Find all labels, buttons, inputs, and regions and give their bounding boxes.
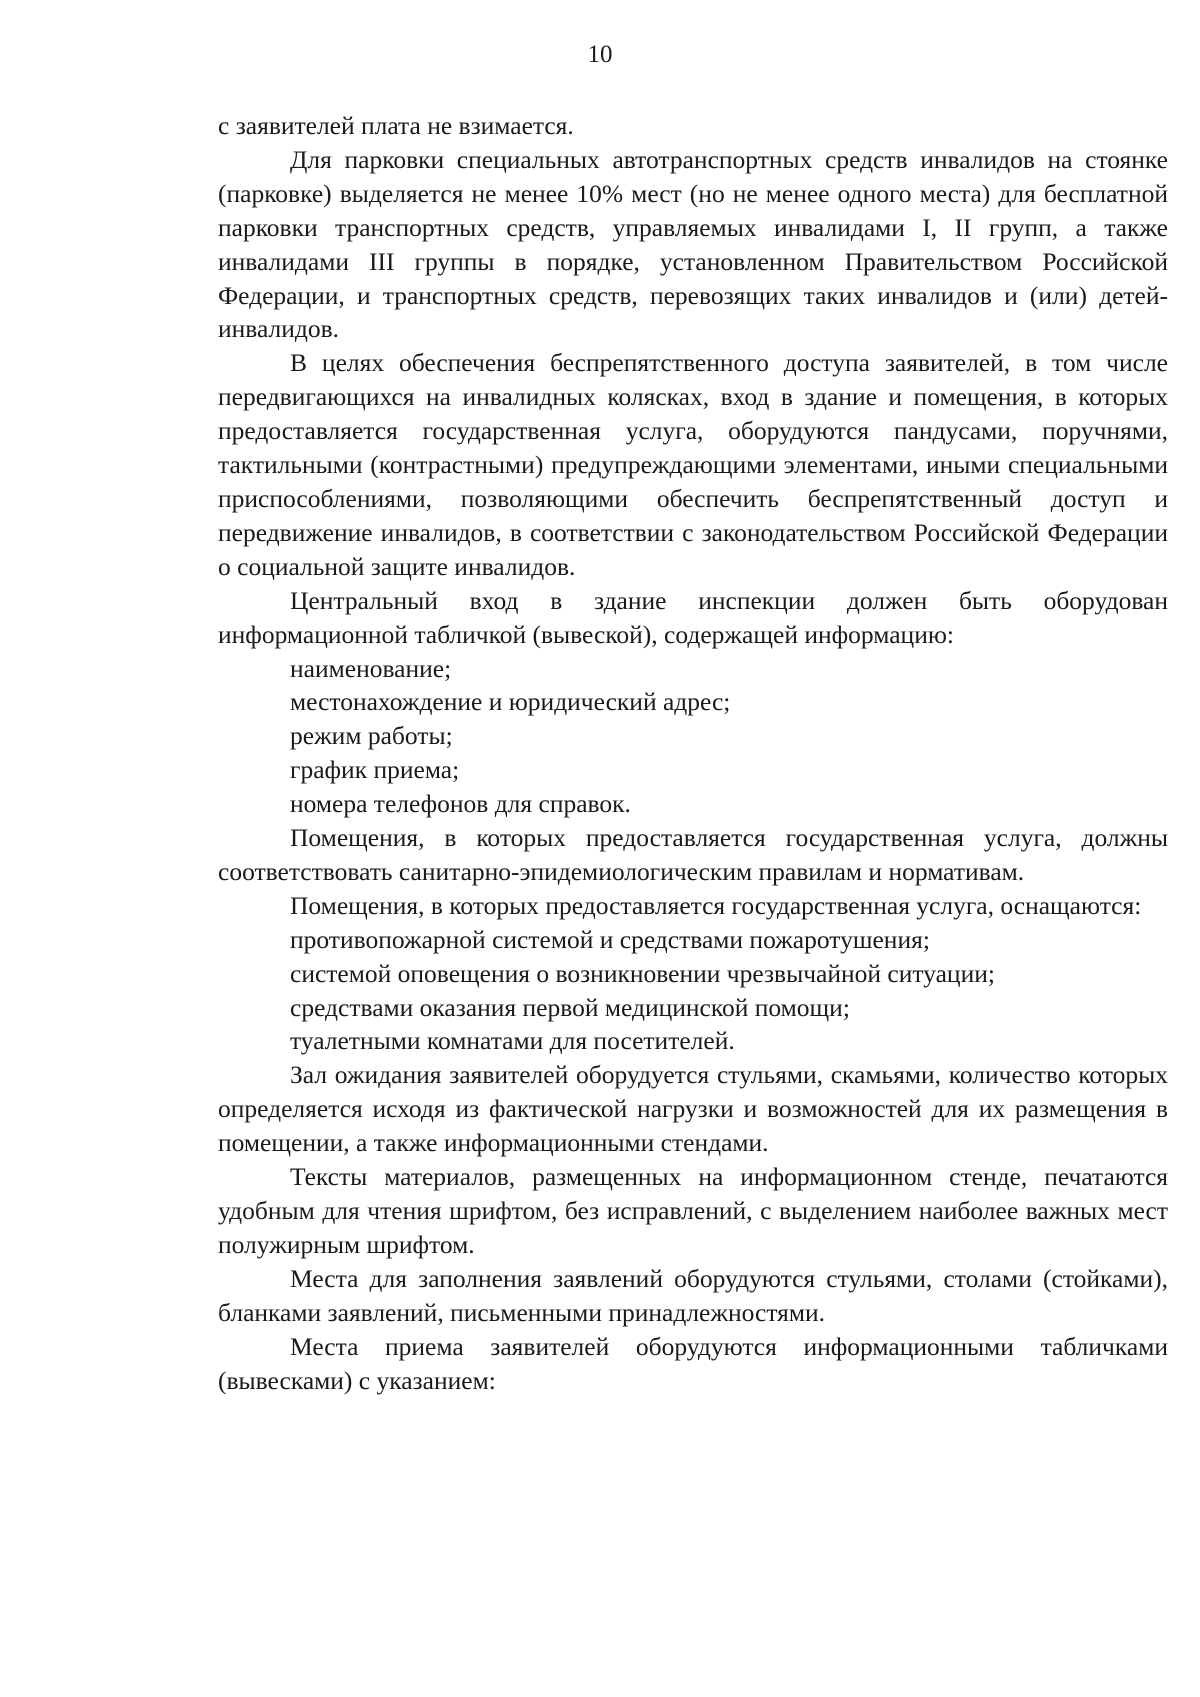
list-item: системой оповещения о возникновении чрезвычайной ситуации; [290, 958, 995, 988]
paragraph-form-places: Места для заполнения заявлений оборудуются стульями, столами (стойками), бланками заявлений, письменными принадлежностями. [218, 1263, 1168, 1327]
list-item: наименование; [290, 653, 452, 683]
list-item: местонахождение и юридический адрес; [290, 687, 731, 717]
document-body [218, 109, 1168, 1397]
paragraph-entrance-sign: Центральный вход в здание инспекции должен быть оборудован информационной табличкой (вывеской), содержащей информацию: [218, 585, 1168, 649]
list-item: график приема; [290, 755, 460, 785]
paragraph-accessibility: В целях обеспечения беспрепятственного доступа заявителей, в том числе передвигающихся на инвалидных колясках, вход в здание и помещения, в которых предоставляется государственная услуга, оборудуются пандусами, поручнями, тактильными (контрастными) предупреждающими элементами, иными специальными приспособлениями, позволяющими обеспечить беспрепятственный доступ и передвижение инвалидов, в соответствии с законодательством Российской Федерации о социальной защите инвалидов. [218, 348, 1168, 581]
list-item: режим работы; [290, 721, 453, 751]
list-item: средствами оказания первой медицинской помощи; [290, 992, 850, 1022]
list-item: туалетными комнатами для посетителей. [290, 1026, 735, 1056]
list-item: номера телефонов для справок. [290, 789, 631, 819]
paragraph-parking: Для парковки специальных автотранспортных средств инвалидов на стоянке (парковке) выделяется не менее 10% мест (но не менее одного места) для бесплатной парковки транспортных средств, управляемых инвалидами I, II групп, а также инвалидами III группы в порядке, установленном Правительством Российской Федерации, и транспортных средств, перевозящих таких инвалидов и (или) детей-инвалидов. [218, 144, 1168, 344]
paragraph-reception-places: Места приема заявителей оборудуются информационными табличками (вывесками) с указанием: [218, 1331, 1168, 1395]
page-number: 10 [587, 41, 613, 68]
paragraph-sanitary: Помещения, в которых предоставляется государственная услуга, должны соответствовать санитарно-эпидемиологическим правилам и нормативам. [218, 823, 1168, 886]
paragraph-equipment: Помещения, в которых предоставляется государственная услуга, оснащаются: [290, 890, 1142, 920]
paragraph-waiting-hall: Зал ожидания заявителей оборудуется стульями, скамьями, количество которых определяется исходя из фактической нагрузки и возможностей для их размещения в помещении, а также информационными стендами. [218, 1060, 1168, 1158]
paragraph-fee: с заявителей плата не взимается. [218, 111, 574, 140]
paragraph-stand-texts: Тексты материалов, размещенных на информационном стенде, печатаются удобным для чтения шрифтом, без исправлений, с выделением наиболее важных мест полужирным шрифтом. [218, 1162, 1168, 1259]
list-item: противопожарной системой и средствами пожаротушения; [290, 924, 930, 954]
